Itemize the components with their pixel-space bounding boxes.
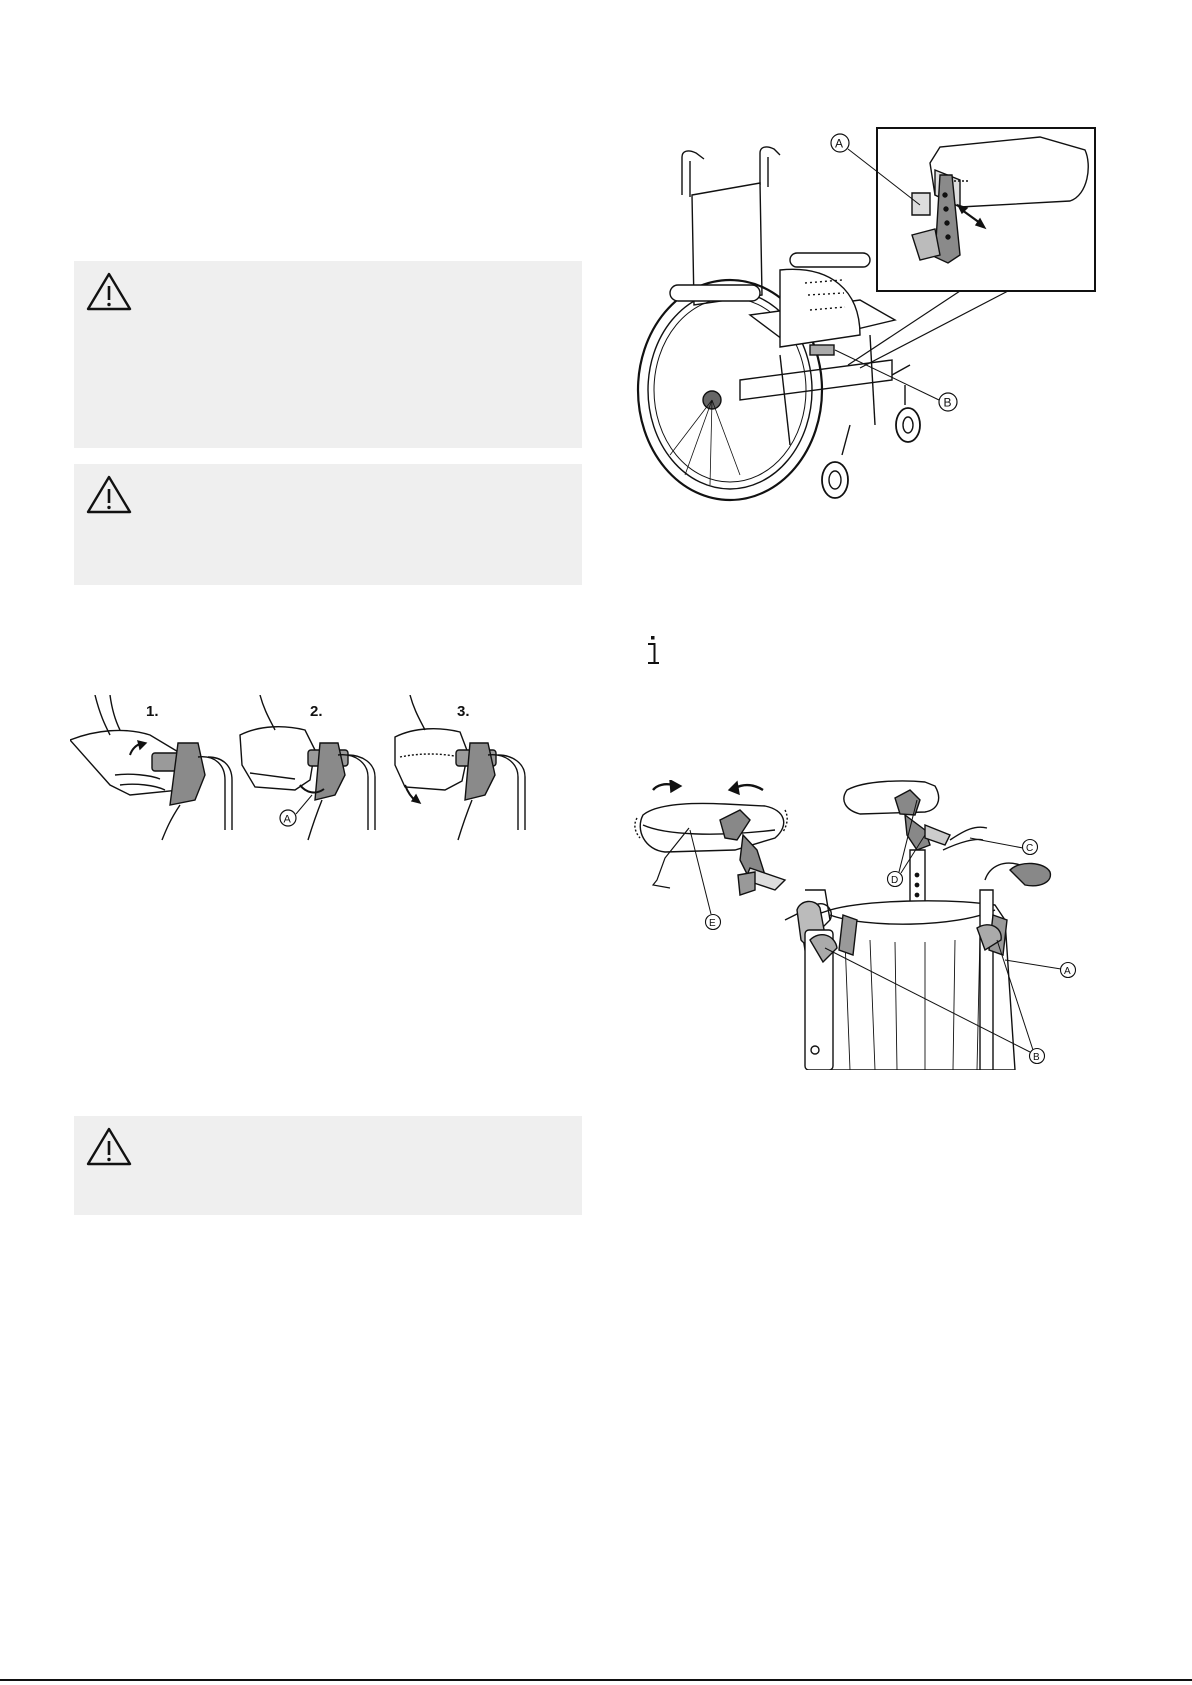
svg-text:D: D	[891, 875, 899, 886]
brake-step-2-drawing	[240, 695, 375, 840]
svg-text:E: E	[709, 918, 716, 929]
warning-box-3	[74, 1116, 582, 1215]
brake-steps-illustration	[70, 695, 540, 845]
warning-triangle-icon	[86, 271, 132, 311]
armrest-detail-inset	[848, 128, 1095, 368]
footer-rule	[0, 1679, 1192, 1681]
svg-text:B: B	[1033, 1052, 1040, 1063]
warning-box-2	[74, 464, 582, 585]
headrest-illustration	[625, 780, 1095, 1070]
backrest-headrest-drawing	[785, 781, 1050, 1070]
step-3-label: 3.	[457, 703, 470, 720]
warning-triangle-icon	[86, 1126, 132, 1166]
warning-box-1	[74, 261, 582, 448]
svg-text:A: A	[1064, 966, 1071, 977]
wheelchair-armrest-illustration	[630, 125, 1100, 520]
svg-text:C: C	[1026, 843, 1034, 854]
headrest-callout-c	[970, 838, 1038, 855]
brake-callout-a: A	[283, 813, 291, 826]
step-2-label: 2.	[310, 703, 323, 720]
svg-text:B: B	[943, 395, 952, 410]
step-1-label: 1.	[146, 703, 159, 720]
info-icon	[645, 636, 661, 666]
svg-text:A: A	[835, 136, 844, 151]
headrest-cushion-drawing	[635, 780, 787, 895]
headrest-callout-a	[1005, 960, 1076, 978]
wheelchair-callout-b	[835, 350, 957, 411]
warning-triangle-icon	[86, 474, 132, 514]
